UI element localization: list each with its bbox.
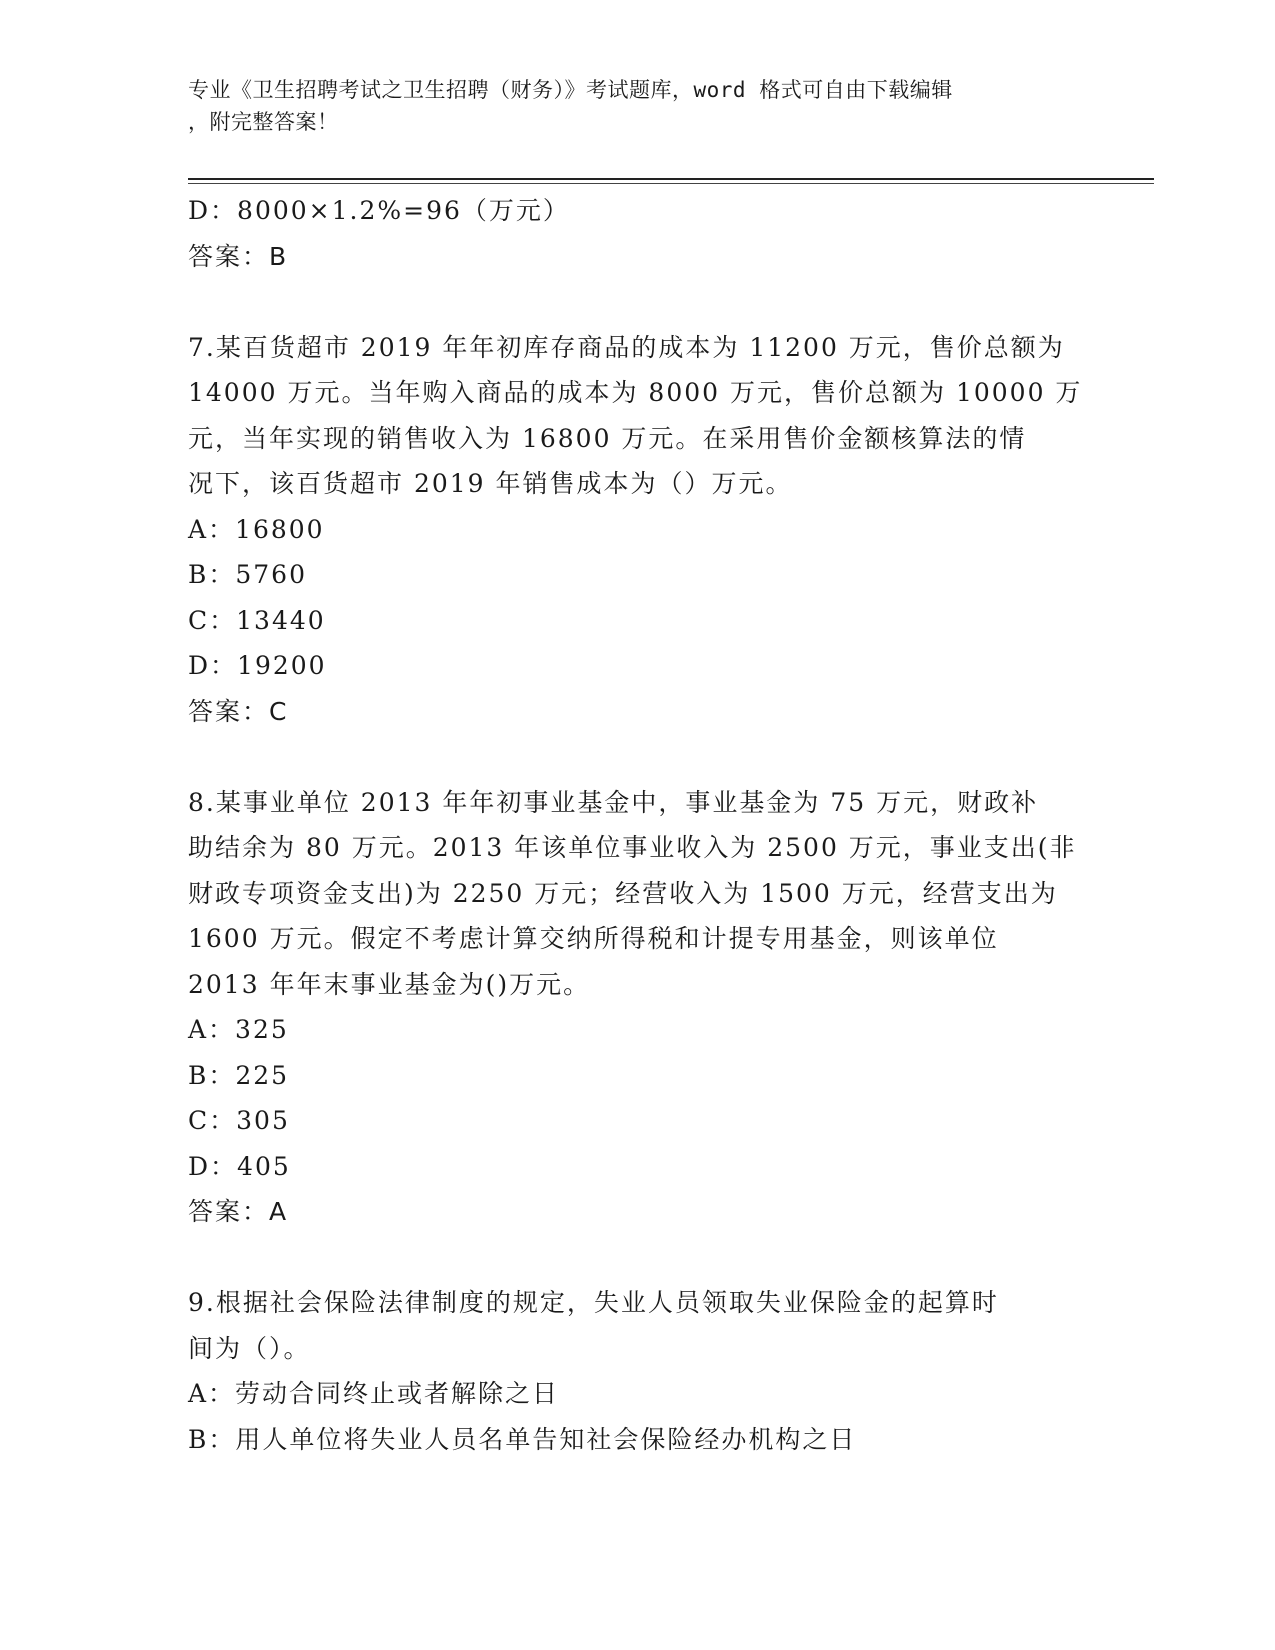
question-text-line: 元，当年实现的销售收入为 16800 万元。在采用售价金额核算法的情	[188, 423, 1027, 453]
spacer	[188, 279, 1088, 325]
question-text-line: 14000 万元。当年购入商品的成本为 8000 万元，售价总额为 10000 万	[188, 378, 1083, 407]
question-text-line: 助结余为 80 万元。2013 年该单位事业收入为 2500 万元，事业支出(非	[188, 833, 1077, 862]
option-c: C：305	[188, 1106, 290, 1135]
question-text-line: 7.某百货超市 2019 年年初库存商品的成本为 11200 万元，售价总额为	[188, 332, 1065, 362]
question-text-line: 8.某事业单位 2013 年年初事业基金中，事业基金为 75 万元，财政补	[188, 787, 1039, 817]
document-body	[188, 188, 1088, 1462]
question-text-line: 况下，该百货超市 2019 年销售成本为（）万元。	[188, 469, 793, 498]
question-text-line: 财政专项资金支出)为 2250 万元；经营收入为 1500 万元，经营支出为	[188, 878, 1058, 908]
header-line-2: ，附完整答案！	[188, 110, 339, 134]
option-d: D：19200	[188, 651, 327, 680]
answer-line: 答案：A	[188, 1197, 289, 1226]
question-text-line: 间为（）。	[188, 1333, 311, 1363]
header-line-1: 专业《卫生招聘考试之卫生招聘（财务）》考试题库，word 格式可自由下载编辑	[188, 78, 953, 102]
question-7	[188, 325, 1088, 735]
document-header	[188, 74, 1078, 138]
question-text-line: 9.根据社会保险法律制度的规定，失业人员领取失业保险金的起算时	[188, 1288, 999, 1317]
question-8	[188, 780, 1088, 1235]
option-b: B：5760	[188, 560, 307, 589]
option-d: D：405	[188, 1151, 291, 1181]
option-b: B：用人单位将失业人员名单告知社会保险经办机构之日	[188, 1424, 857, 1454]
spacer	[188, 1235, 1088, 1281]
option-a: A：劳动合同终止或者解除之日	[188, 1379, 560, 1408]
answer-line: 答案：C	[188, 696, 289, 726]
option-c: C：13440	[188, 605, 326, 635]
header-divider-thick	[188, 178, 1154, 180]
option-a: A：325	[188, 1015, 289, 1044]
prev-option-d: D：8000×1.2%=96（万元）	[188, 196, 570, 225]
question-text-line: 1600 万元。假定不考虑计算交纳所得税和计提专用基金，则该单位	[188, 924, 999, 953]
option-a: A：16800	[188, 514, 325, 544]
question-text-line: 2013 年年末事业基金为()万元。	[188, 969, 591, 999]
prev-answer: 答案：B	[188, 241, 289, 271]
spacer	[188, 734, 1088, 780]
header-divider-thin	[188, 183, 1154, 184]
question-9	[188, 1280, 1088, 1462]
option-b: B：225	[188, 1060, 290, 1090]
